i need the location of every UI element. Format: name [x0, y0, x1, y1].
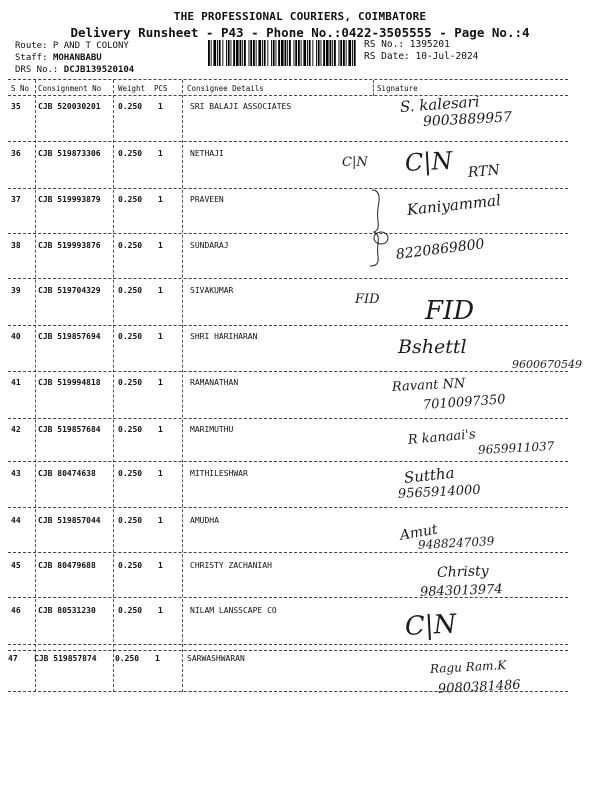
- row-consignee: SHRI HARIHARAN: [190, 332, 258, 341]
- row-pcs: 1: [155, 654, 160, 663]
- row-consignee: NETHAJI: [190, 149, 224, 158]
- signature-phone: 8220869800: [395, 236, 486, 263]
- column-divider: [373, 80, 374, 96]
- row-weight: 0.250: [118, 425, 143, 434]
- row-consignment-no: CJB 519857044: [38, 516, 101, 525]
- bracket-mark: [366, 188, 396, 268]
- table-row: [0, 236, 600, 286]
- col-header-consignment: Consignment No: [38, 84, 102, 93]
- row-consignment-no: CJB 519993879: [38, 195, 101, 204]
- barcode-bar: [343, 40, 345, 66]
- row-rule: [8, 597, 568, 598]
- barcode-bar: [278, 40, 280, 66]
- row-sno: 43: [11, 469, 21, 478]
- barcode-bar: [211, 40, 212, 66]
- rs-date: RS Date: 10-Jul-2024: [364, 51, 479, 62]
- signature-handwritten: C|N: [404, 609, 458, 642]
- row-weight: 0.250: [118, 332, 143, 341]
- barcode-bar: [346, 40, 347, 66]
- row-consignee: SARWASHWARAN: [187, 654, 245, 663]
- row-pcs: 1: [158, 332, 163, 341]
- row-consignment-no: CJB 519857694: [38, 332, 101, 341]
- barcode-bar: [217, 40, 218, 66]
- barcode-bar: [271, 40, 272, 66]
- row-pcs: 1: [158, 241, 163, 250]
- route-line: Route: P AND T COLONY: [15, 41, 129, 51]
- row-weight: 0.250: [115, 654, 140, 663]
- table-row: [0, 516, 600, 561]
- barcode-bar: [289, 40, 291, 66]
- row-weight: 0.250: [118, 378, 143, 387]
- row-pcs: 1: [158, 606, 163, 615]
- row-weight: 0.250: [118, 286, 143, 295]
- row-consignment-no: CJB 519704329: [38, 286, 101, 295]
- staff-line: [15, 52, 134, 64]
- barcode-bar: [352, 40, 353, 66]
- row-sno: 46: [11, 606, 21, 615]
- signature-phone: 9080381486: [437, 677, 521, 697]
- barcode-bar: [250, 40, 252, 66]
- row-weight: 0.250: [118, 606, 143, 615]
- barcode-bar: [273, 40, 275, 66]
- barcode-bar: [334, 40, 336, 66]
- row-consignee: MITHILESHWAR: [190, 469, 248, 478]
- row-sno: 40: [11, 332, 21, 341]
- row-consignment-no: CJB 519873306: [38, 149, 101, 158]
- row-rule: [8, 371, 568, 372]
- barcode-bar: [244, 40, 246, 66]
- barcode-bar: [298, 40, 300, 66]
- row-consignee: RAMANATHAN: [190, 378, 239, 387]
- signature-phone: 9003889957: [422, 109, 513, 130]
- row-pcs: 1: [158, 195, 163, 204]
- rs-number: RS No.: 1395201: [364, 39, 450, 50]
- row-sno: 41: [11, 378, 21, 387]
- signature-phone: 7010097350: [422, 392, 507, 413]
- rs-info: [364, 39, 478, 63]
- signature-phone: RTN: [467, 162, 501, 181]
- col-header-consignee: Consignee Details: [187, 84, 264, 93]
- barcode-bar: [256, 40, 257, 66]
- row-sno: 38: [11, 241, 21, 250]
- row-consignee: PRAVEEN: [190, 195, 224, 204]
- barcode-bar: [233, 40, 235, 66]
- row-pcs: 1: [158, 286, 163, 295]
- row-consignee: SUNDARAJ: [190, 241, 229, 250]
- barcode-bar: [332, 40, 333, 66]
- row-pcs: 1: [158, 516, 163, 525]
- signature-handwritten: Bshettl: [398, 336, 467, 358]
- barcode-bar: [318, 40, 320, 66]
- row-pcs: 1: [158, 561, 163, 570]
- barcode-bar: [222, 40, 223, 66]
- row-weight: 0.250: [118, 561, 143, 570]
- col-header-weight: Weight: [118, 84, 146, 93]
- barcode-bar: [303, 40, 306, 66]
- row-weight: 0.250: [118, 195, 143, 204]
- row-rule: [8, 418, 568, 419]
- row-consignment-no: CJB 519993876: [38, 241, 101, 250]
- signature-phone: 9843013974: [419, 582, 503, 600]
- row-sno: 47: [8, 654, 18, 663]
- row-consignee: MARIMUTHU: [190, 425, 234, 434]
- barcode-bar: [258, 40, 261, 66]
- barcode-image: [208, 40, 358, 66]
- row-consignment-no: CJB 80479688: [38, 561, 96, 570]
- row-consignment-no: CJB 520030201: [38, 102, 101, 111]
- row-consignee: SRI BALAJI ASSOCIATES: [190, 102, 292, 111]
- signature-handwritten: FID: [425, 296, 475, 326]
- row-consignment-no: CJB 519857684: [38, 425, 101, 434]
- row-rule: [8, 691, 568, 692]
- barcode-bar: [228, 40, 230, 66]
- row-consignment-no: CJB 519857874: [34, 654, 97, 663]
- barcode-bar: [312, 40, 313, 66]
- barcode-bar: [253, 40, 255, 66]
- barcode-bar: [348, 40, 351, 66]
- row-rule: [8, 325, 568, 326]
- staff-value: MOHANBABU: [52, 53, 102, 63]
- barcode-bar: [267, 40, 268, 66]
- barcode-bar: [339, 40, 340, 66]
- table-top-rule: [8, 79, 568, 80]
- row-consignment-no: CJB 80474638: [38, 469, 96, 478]
- signature-handwritten: Amut: [398, 521, 439, 544]
- row-consignment-no: CJB 80531230: [38, 606, 96, 615]
- barcode-bar: [323, 40, 325, 66]
- barcode-bar: [208, 40, 210, 66]
- barcode-bar: [231, 40, 232, 66]
- row-weight: 0.250: [118, 241, 143, 250]
- row-rule: [8, 507, 568, 508]
- col-header-signature: Signature: [377, 84, 418, 93]
- signature-handwritten: Kaniyammal: [406, 191, 502, 219]
- drs-label: DRS No.:: [15, 65, 59, 75]
- signature-handwritten: S. kalesari: [399, 92, 481, 116]
- row-consignee: CHRISTY ZACHANIAH: [190, 561, 272, 570]
- barcode-bar: [340, 40, 342, 66]
- row-weight: 0.250: [118, 102, 143, 111]
- row-sno: 45: [11, 561, 21, 570]
- barcode-bar: [316, 40, 317, 66]
- barcode-bar: [236, 40, 239, 66]
- row-pcs: 1: [158, 149, 163, 158]
- barcode-bar: [264, 40, 266, 66]
- row-sno: 44: [11, 516, 21, 525]
- signature-phone: 9600670549: [512, 358, 582, 371]
- barcode-bar: [219, 40, 221, 66]
- margin-note: FID: [355, 292, 380, 307]
- row-rule: [8, 552, 568, 553]
- barcode-bar: [326, 40, 329, 66]
- row-rule: [8, 278, 568, 279]
- barcode-bar: [262, 40, 263, 66]
- signature-phone: 9565914000: [397, 482, 481, 502]
- staff-label: Staff:: [15, 53, 48, 63]
- row-sno: 42: [11, 425, 21, 434]
- table-row: [0, 378, 600, 423]
- table-row: [0, 561, 600, 606]
- row-pcs: 1: [158, 425, 163, 434]
- row-weight: 0.250: [118, 469, 143, 478]
- row-rule: [8, 233, 568, 234]
- company-title: THE PROFESSIONAL COURIERS, COIMBATORE: [173, 10, 427, 23]
- row-consignee: NILAM LANSSCAPE CO: [190, 606, 277, 615]
- runsheet-title: Delivery Runsheet - P43 - Phone No.:0422-3505555 - Page No.:4: [70, 25, 530, 40]
- signature-handwritten: R kanaai's: [407, 427, 477, 448]
- barcode-bar: [281, 40, 284, 66]
- row-rule: [8, 650, 568, 651]
- signature-phone: 9659911037: [477, 439, 555, 457]
- row-sno: 35: [11, 102, 21, 111]
- drs-value: DCJB139520104: [63, 65, 135, 75]
- row-pcs: 1: [158, 469, 163, 478]
- row-consignee: AMUDHA: [190, 516, 219, 525]
- row-sno: 36: [11, 149, 21, 158]
- barcode-bar: [240, 40, 242, 66]
- row-sno: 37: [11, 195, 21, 204]
- barcode-bar: [330, 40, 332, 66]
- barcode-bar: [287, 40, 288, 66]
- signature-phone: 9488247039: [417, 534, 495, 552]
- margin-note: C|N: [342, 155, 368, 170]
- barcode-bar: [213, 40, 216, 66]
- signature-handwritten: Christy: [436, 563, 489, 581]
- row-consignee: SIVAKUMAR: [190, 286, 234, 295]
- barcode-bar: [285, 40, 287, 66]
- row-sno: 39: [11, 286, 21, 295]
- signature-handwritten: Ragu Ram.K: [429, 658, 507, 676]
- row-rule: [8, 141, 568, 142]
- header-bottom-rule: [8, 95, 568, 96]
- barcode-bar: [307, 40, 308, 66]
- barcode-bar: [321, 40, 322, 66]
- barcode-bar: [294, 40, 295, 66]
- row-consignment-no: CJB 519994818: [38, 378, 101, 387]
- row-rule: [8, 644, 568, 645]
- barcode-bar: [295, 40, 297, 66]
- barcode-bar: [276, 40, 277, 66]
- barcode-bar: [309, 40, 311, 66]
- barcode-bar: [354, 40, 356, 66]
- barcode-bar: [226, 40, 227, 66]
- barcode-bar: [242, 40, 243, 66]
- row-pcs: 1: [158, 378, 163, 387]
- row-weight: 0.250: [118, 149, 143, 158]
- table-row: [0, 654, 600, 699]
- signature-handwritten: C|N: [404, 146, 454, 177]
- table-row: [0, 425, 600, 470]
- drs-line: [15, 64, 134, 76]
- col-header-sno: S No: [11, 84, 30, 93]
- signature-handwritten: Suttha: [403, 463, 456, 487]
- col-header-pcs: PCS: [154, 84, 168, 93]
- row-weight: 0.250: [118, 516, 143, 525]
- route-info: [15, 40, 134, 76]
- barcode-bar: [249, 40, 250, 66]
- row-rule: [8, 461, 568, 462]
- signature-handwritten: Ravant NN: [391, 376, 466, 395]
- barcode-bar: [301, 40, 302, 66]
- row-rule: [8, 188, 568, 189]
- row-pcs: 1: [158, 102, 163, 111]
